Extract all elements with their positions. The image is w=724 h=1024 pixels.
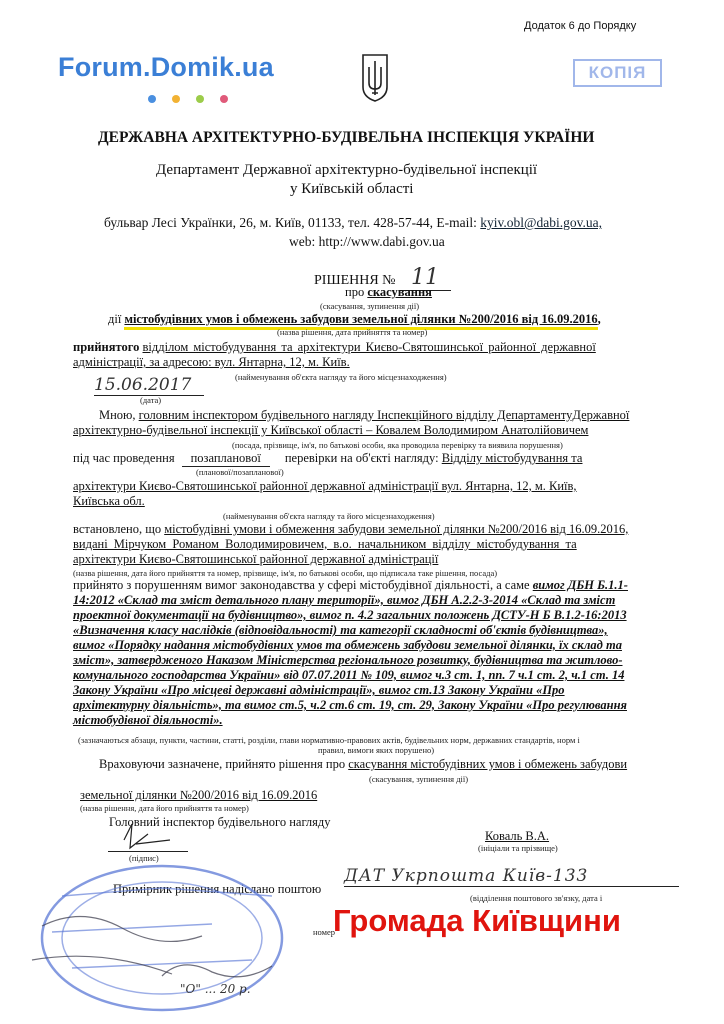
mail-label: Примірник рішення надіслано поштою xyxy=(113,882,322,896)
sign-name-caption: (ініціали та прізвище) xyxy=(478,843,558,853)
trident-emblem-icon xyxy=(360,53,390,103)
action-caption: (скасування, зупинення дії) xyxy=(320,301,420,311)
sign-name: Коваль В.А. xyxy=(485,829,550,843)
issued-by-org: архітектури Києво-Святошинської районної державної адміністрації xyxy=(73,552,439,566)
conclusion-prefix: Враховуючи зазначене, прийнято рішення про xyxy=(99,757,346,771)
inspection-object-2: архітектури Києво-Святошинської районної державної адміністрації вул. Янтарна, 12, м. Київ, xyxy=(73,479,577,493)
law-line: вимог «Порядку надання містобудівних умов та обмежень забудови земельної ділянки, їх склад та xyxy=(73,638,622,652)
inspector-caption: (посада, прізвище, ім'я, по батькові особи, яка проводила перевірку та виявила порушення) xyxy=(232,440,563,450)
watermark-logo: Forum.Domik.ua xyxy=(58,52,274,82)
mail-handwritten: ДАТ Укрпошта Київ-133 xyxy=(344,866,679,887)
adopted-word: прийнятого xyxy=(73,340,140,354)
found-prefix: встановлено, що xyxy=(73,522,162,536)
copy-stamp: КОПІЯ xyxy=(573,59,662,87)
email-link[interactable]: kyiv.obl@dabi.gov.ua, xyxy=(480,215,602,230)
inspection-caption: (планової/позапланової) xyxy=(196,467,284,477)
address-text: бульвар Лесі Українки, 26, м. Київ, 01133, тел. 428-57-44, E-mail: xyxy=(104,215,477,230)
decision-subject-text: містобудівних умов і обмежень забудови земельної ділянки №200/2016 від 16.09.2016 xyxy=(124,312,597,330)
inspector-name: архітектурно-будівельної інспекції у Київської області – Ковалем Володимиром Анатолійовичем xyxy=(73,423,589,437)
inspection-prefix: під час проведення xyxy=(73,451,175,465)
inspector-prefix: Мною, xyxy=(99,408,136,422)
subject-caption: (назва рішення, дата прийняття та номер) xyxy=(277,327,428,337)
violation-line xyxy=(73,578,628,593)
org-title: ДЕРЖАВНА АРХІТЕКТУРНО-БУДІВЕЛЬНА ІНСПЕКЦІЯ УКРАЇНИ xyxy=(98,129,595,146)
law-line: «Визначення класу наслідків (відповідальності) та категорії складності об'єктів будівництва», xyxy=(73,623,608,637)
address xyxy=(104,215,602,231)
conclusion-line xyxy=(99,757,627,772)
dept-region: у Київській області xyxy=(290,181,414,197)
conclusion-decision-caption: (назва рішення, дата його прийняття та номер) xyxy=(80,803,249,813)
signature-icon xyxy=(118,820,178,854)
adopted-by-1: відділом містобудування та архітектури Києво-Святошинської районної державної xyxy=(142,340,596,354)
inspection-type: позапланової xyxy=(182,451,270,467)
adopted-line xyxy=(73,340,596,355)
mail-caption: (відділення поштового зв'язку, дата і xyxy=(470,893,603,903)
object-caption: (найменування об'єкта нагляду та його місцезнаходження) xyxy=(223,511,435,521)
pro-text: про xyxy=(345,285,365,299)
inspection-line xyxy=(73,451,582,467)
conclusion-decision: земельної ділянки №200/2016 від 16.09.2016 xyxy=(80,788,318,802)
law-list xyxy=(73,593,627,728)
mail-caption-2: номер xyxy=(313,927,336,937)
law-line: комунального господарства України» від 07.07.2011 № 109, вимог ч.3 ст. 1, пп. 7 ч.1 ст. 2, ч.1 ст. 14 xyxy=(73,668,625,682)
inspector-position: головним інспектором будівельного нагляду Інспекційного відділу ДепартаментуДержавної xyxy=(138,408,630,422)
sign-title: Головний інспектор будівельного нагляду xyxy=(109,815,331,829)
decision-date: 15.06.2017 xyxy=(94,375,204,396)
stamp-handwriting: "О" ... 20 р. xyxy=(180,982,251,996)
issued-caption: (назва рішення, дата його прийняття та номер, прізвище, ім'я, по батькові особи, що підписала таке рішення, посада) xyxy=(73,568,498,578)
adopted-caption: (найменування об'єкта нагляду та його місцезнаходження) xyxy=(235,372,447,382)
law-caption-1: (зазначаються абзаци, пункти, частини, статті, розділи, глави нормативно-правових актів, будівельних норм, державних стандартів, норм і xyxy=(78,735,580,745)
sign-caption: (підпис) xyxy=(129,853,159,863)
website[interactable]: web: http://www.dabi.gov.ua xyxy=(289,234,445,249)
decision-title-text: РІШЕННЯ № xyxy=(314,273,396,288)
issued-by: видані Мірчуком Романом Володимировичем, в.о. начальником відділу містобудування та xyxy=(73,537,577,551)
decision-subject: дії містобудівних умов і обмежень забудови земельної ділянки №200/2016 від 16.09.2016, xyxy=(108,312,601,327)
found-decision: містобудівні умови і обмеження забудови земельної ділянки №200/2016 від 16.09.2016, xyxy=(164,522,629,536)
violation-dbn: вимог ДБН Б.1.1- xyxy=(532,578,628,592)
dii-text: дії xyxy=(108,312,122,326)
conclusion-caption: (скасування, зупинення дії) xyxy=(369,774,469,784)
decision-about xyxy=(345,285,432,300)
law-line: 14:2012 «Склад та зміст детального плану території», вимог ДБН А.2.2-3-2014 «Склад та зміст xyxy=(73,593,616,607)
date-caption: (дата) xyxy=(140,395,162,405)
watermark-dots xyxy=(148,90,228,108)
law-line: зміст», затвердженого Наказом Міністерства регіонального розвитку, будівництва та житлово- xyxy=(73,653,623,667)
violation-prefix: прийнято з порушенням вимог законодавства у сфері містобудівної діяльності, а саме xyxy=(73,578,530,592)
law-line: містобудівної діяльності». xyxy=(73,713,223,727)
signature-line xyxy=(108,851,188,852)
decision-number: 11 xyxy=(399,265,451,291)
decision-action: скасування xyxy=(367,285,432,299)
inspection-object-label: перевірки на об'єкті нагляду: xyxy=(284,451,439,465)
law-caption-2: правил, вимоги яких порушено) xyxy=(318,745,435,755)
adopted-by-2: адміністрації, за адресою: вул. Янтарна, 12, м. Київ. xyxy=(73,355,350,369)
inspection-object-1: Відділу містобудування та xyxy=(441,451,583,465)
law-line: проектної документації на будівництво», вимог п. 4.2 загальних положень ДСТУ-Н Б В.1.2-16:2013 xyxy=(73,608,627,622)
law-line: Закону України «Про місцеві державні адміністрації», вимог ст.13 Закону України «Про xyxy=(73,683,565,697)
official-stamp-icon xyxy=(12,856,312,1016)
dept-name: Департамент Державної архітектурно-будівельної інспекції xyxy=(156,162,538,178)
inspector-line xyxy=(99,408,629,423)
inspection-object-3: Київська обл. xyxy=(73,494,145,508)
brand-overlay: Громада Київщини xyxy=(333,903,621,938)
conclusion-action: скасування містобудівних умов і обмежень забудови xyxy=(348,757,628,771)
law-line: архітектурну діяльність», та вимог ст.5, ч.2 ст.6 ст. 19, ст. 29, Закону України «Про регулювання xyxy=(73,698,627,712)
annex-label: Додаток 6 до Порядку xyxy=(524,20,637,32)
found-line xyxy=(73,522,628,537)
